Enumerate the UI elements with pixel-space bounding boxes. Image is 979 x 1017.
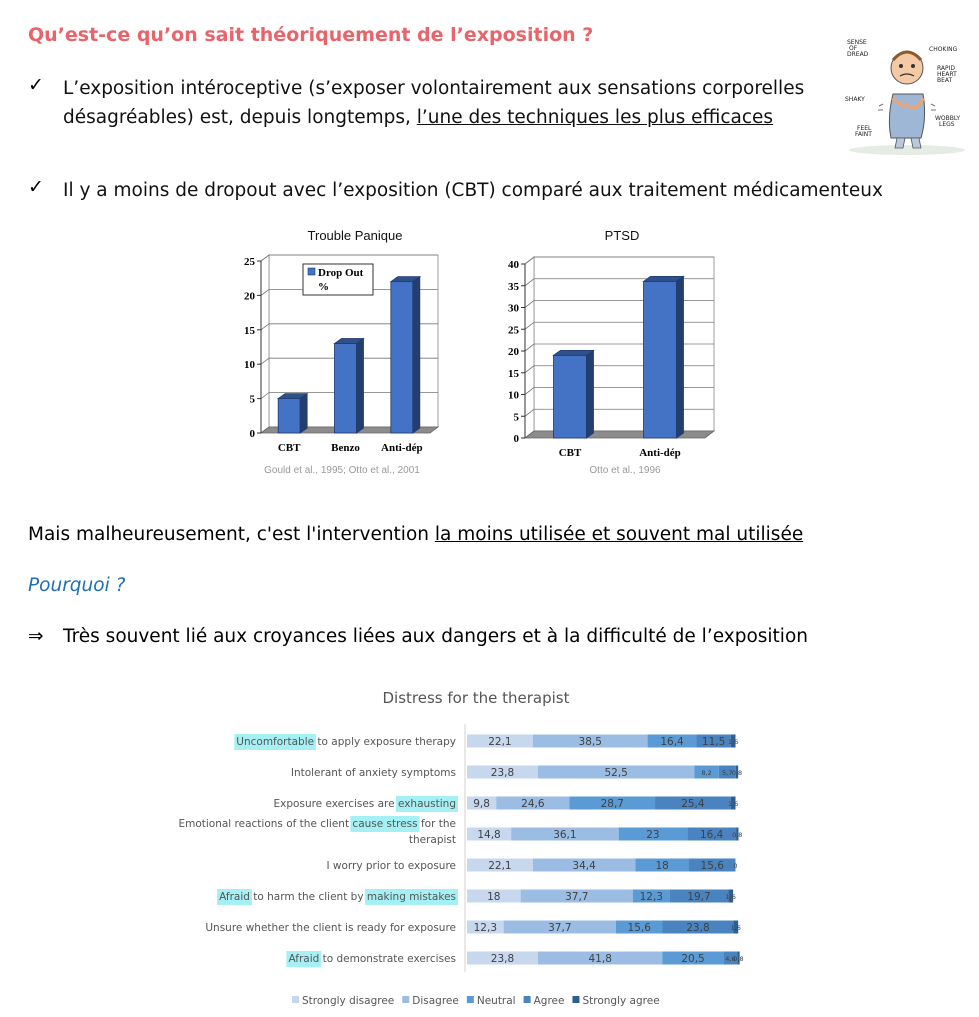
mais-underlined: la moins utilisée et souvent mal utilisée: [434, 524, 804, 545]
data-label: 19,7: [687, 891, 711, 903]
legend-swatch: [292, 996, 299, 1003]
y-tick-label: 0: [249, 428, 255, 440]
bar: [335, 344, 357, 433]
chart-title: Trouble Panique: [307, 228, 403, 243]
category-label: [409, 834, 456, 846]
data-label: 4,6: [725, 955, 736, 963]
legend-label: Strongly disagree: [302, 995, 395, 1007]
category-label: [205, 922, 456, 934]
bullet1-underlined: l’une des techniques les plus efficaces: [416, 107, 774, 128]
category-text: to harm the client by: [249, 891, 367, 903]
category-text: to apply exposure therapy: [314, 736, 456, 748]
data-label: 37,7: [548, 922, 572, 934]
data-label: 41,8: [588, 953, 612, 965]
bullet-dropout: Il y a moins de dropout avec l’exposition (CBT) comparé aux traitement médicamenteux: [63, 180, 883, 201]
bar-side: [357, 339, 364, 433]
x-tick-label: CBT: [558, 447, 582, 459]
y-tick-label: 20: [244, 290, 255, 303]
legend-label: Strongly agree: [582, 995, 660, 1007]
data-label: 37,7: [565, 891, 589, 903]
cartoon-label: CHOKING: [929, 46, 958, 53]
bullet1-line2: désagréables) est, depuis longtemps,: [63, 107, 417, 128]
chart-title: PTSD: [604, 228, 640, 243]
category-text: for the: [417, 818, 456, 830]
highlighted-phrase: Afraid: [288, 953, 320, 965]
legend-label: Drop Out: [318, 267, 364, 279]
category-text: to demonstrate exercises: [319, 953, 456, 965]
legend-swatch: [572, 996, 579, 1003]
data-label: 12,3: [639, 891, 664, 903]
data-label: 23,8: [686, 922, 710, 934]
data-label: 23,8: [490, 953, 515, 965]
data-label: 14,8: [477, 829, 501, 841]
cartoon-label: DREAD: [847, 51, 869, 58]
chart-source-caption: Gould et al., 1995; Otto et al., 2001: [264, 465, 420, 476]
data-label: 36,1: [553, 829, 577, 841]
highlighted-phrase: Uncomfortable: [236, 736, 315, 748]
check-icon: ✓: [28, 74, 44, 96]
bar: [391, 282, 413, 433]
bar-top: [554, 350, 594, 355]
reason-text: Très souvent lié aux croyances liées aux dangers et à la difficulté de l’exposition: [63, 626, 808, 647]
bar: [278, 399, 300, 433]
data-label: 12,3: [473, 922, 498, 934]
legend-swatch: [467, 996, 474, 1003]
chart-source-caption: Otto et al., 1996: [589, 465, 661, 476]
bar: [644, 281, 677, 438]
data-label: 18: [487, 891, 501, 903]
y-tick-label: 5: [249, 393, 255, 406]
data-label: 18: [655, 860, 669, 872]
data-label: 34,4: [572, 860, 596, 872]
reason-line: [28, 626, 808, 647]
panic-symptoms-cartoon: [843, 38, 971, 156]
highlighted-phrase: cause stress: [352, 818, 418, 830]
y-tick-label: 35: [508, 280, 519, 293]
cartoon-label: WOBBLY: [935, 115, 961, 122]
y-tick-label: 25: [244, 256, 255, 268]
cartoon-label: SHAKY: [845, 96, 865, 103]
data-label: 22,1: [488, 736, 512, 748]
category-text: I worry prior to exposure: [326, 860, 456, 872]
bar-side: [413, 277, 420, 433]
y-tick-label: 5: [513, 411, 519, 424]
legend-swatch: [524, 996, 531, 1003]
chart-title: Distress for the therapist: [382, 689, 570, 707]
bar: [554, 355, 587, 438]
category-label: [274, 798, 456, 810]
data-label: 1,6: [727, 738, 739, 746]
y-tick-label: 0: [513, 433, 519, 445]
intervention-statement: [28, 524, 803, 545]
data-label: 5,7: [722, 769, 733, 777]
cartoon-label: LEGS: [939, 121, 955, 128]
panic-dropout-chart: [225, 222, 455, 482]
x-tick-label: Benzo: [331, 442, 360, 454]
data-label: 23,8: [490, 767, 515, 779]
category-label: [236, 736, 456, 748]
y-tick-label: 10: [508, 389, 519, 402]
category-text: Emotional reactions of the client: [178, 818, 353, 830]
data-label: 0: [733, 862, 738, 870]
therapist-distress-chart: [150, 680, 979, 1015]
cartoon-label: OF: [849, 45, 858, 52]
cartoon-label: BEAT: [937, 77, 953, 84]
cartoon-label: RAPID: [937, 65, 956, 72]
bar-side: [677, 276, 684, 438]
x-tick-label: CBT: [277, 442, 301, 454]
data-label: 9,8: [473, 798, 490, 810]
bar-side: [587, 350, 594, 438]
category-text: Unsure whether the client is ready for exposure: [205, 922, 456, 934]
question-heading: Pourquoi ?: [28, 575, 126, 596]
data-label: 0,8: [731, 769, 743, 777]
x-tick-label: Anti-dép: [639, 447, 681, 459]
data-label: 38,5: [578, 736, 602, 748]
data-label: 1,6: [725, 893, 736, 901]
legend-swatch: [308, 268, 315, 275]
highlighted-phrase: Afraid: [219, 891, 250, 903]
y-tick-label: 15: [244, 324, 255, 337]
category-text: therapist: [408, 834, 456, 846]
data-label: 22,1: [488, 860, 512, 872]
data-label: 15,6: [627, 922, 651, 934]
data-label: 23: [646, 829, 660, 841]
data-label: 15,6: [700, 860, 724, 872]
category-label: [291, 767, 456, 779]
category-text: Intolerant of anxiety symptoms: [290, 767, 456, 779]
data-label: 1,6: [727, 800, 739, 808]
data-label: 11,5: [701, 736, 726, 748]
bullet-interoceptive: [63, 74, 833, 132]
category-label: [288, 953, 456, 965]
cartoon-label: SENSE: [847, 39, 867, 46]
legend-swatch: [402, 996, 409, 1003]
y-tick-label: 30: [508, 302, 519, 315]
category-label: [326, 860, 456, 872]
y-tick-label: 10: [244, 359, 255, 372]
data-label: 24,6: [521, 798, 545, 810]
highlighted-phrase: exhausting: [397, 798, 456, 810]
data-label: 8,2: [701, 769, 712, 777]
data-label: 20,5: [681, 953, 705, 965]
legend-label: Agree: [533, 995, 565, 1007]
highlighted-phrase: making mistakes: [366, 891, 456, 903]
category-label: [178, 818, 456, 830]
implies-arrow-icon: ⇒: [28, 626, 44, 647]
y-tick-label: 25: [508, 324, 519, 337]
page-title: Qu’est-ce qu’on sait théoriquement de l’exposition ?: [28, 24, 594, 46]
check-icon: ✓: [28, 176, 44, 198]
chart-side-wall: [261, 255, 269, 433]
category-label: [219, 891, 456, 903]
data-label: 28,7: [600, 798, 624, 810]
cartoon-label: FAINT: [855, 131, 872, 138]
category-text: Exposure exercises are: [273, 798, 398, 810]
data-label: 1,6: [730, 924, 741, 932]
data-label: 52,5: [604, 767, 628, 779]
data-label: 0,8: [732, 831, 743, 839]
y-tick-label: 20: [508, 346, 519, 358]
cartoon-label: HEART: [937, 71, 957, 78]
bar-side: [300, 394, 307, 433]
data-label: 0,8: [733, 955, 744, 963]
legend-label: Disagree: [412, 995, 459, 1007]
cartoon-label: FEEL: [857, 125, 872, 132]
y-tick-label: 15: [508, 367, 519, 380]
data-label: 16,4: [699, 829, 724, 841]
data-label: 16,4: [660, 736, 684, 748]
bullet1-line1: L’exposition intéroceptive (s’exposer volontairement aux sensations corporelles: [63, 78, 805, 99]
bar-top: [644, 276, 684, 281]
ptsd-dropout-chart: [495, 222, 725, 482]
y-tick-label: 40: [508, 259, 519, 271]
legend-label: %: [318, 281, 329, 293]
x-tick-label: Anti-dép: [381, 442, 423, 454]
mais-plain: Mais malheureusement, c'est l'intervention: [28, 524, 435, 545]
legend-label: Neutral: [476, 995, 516, 1007]
data-label: 25,4: [681, 798, 705, 810]
